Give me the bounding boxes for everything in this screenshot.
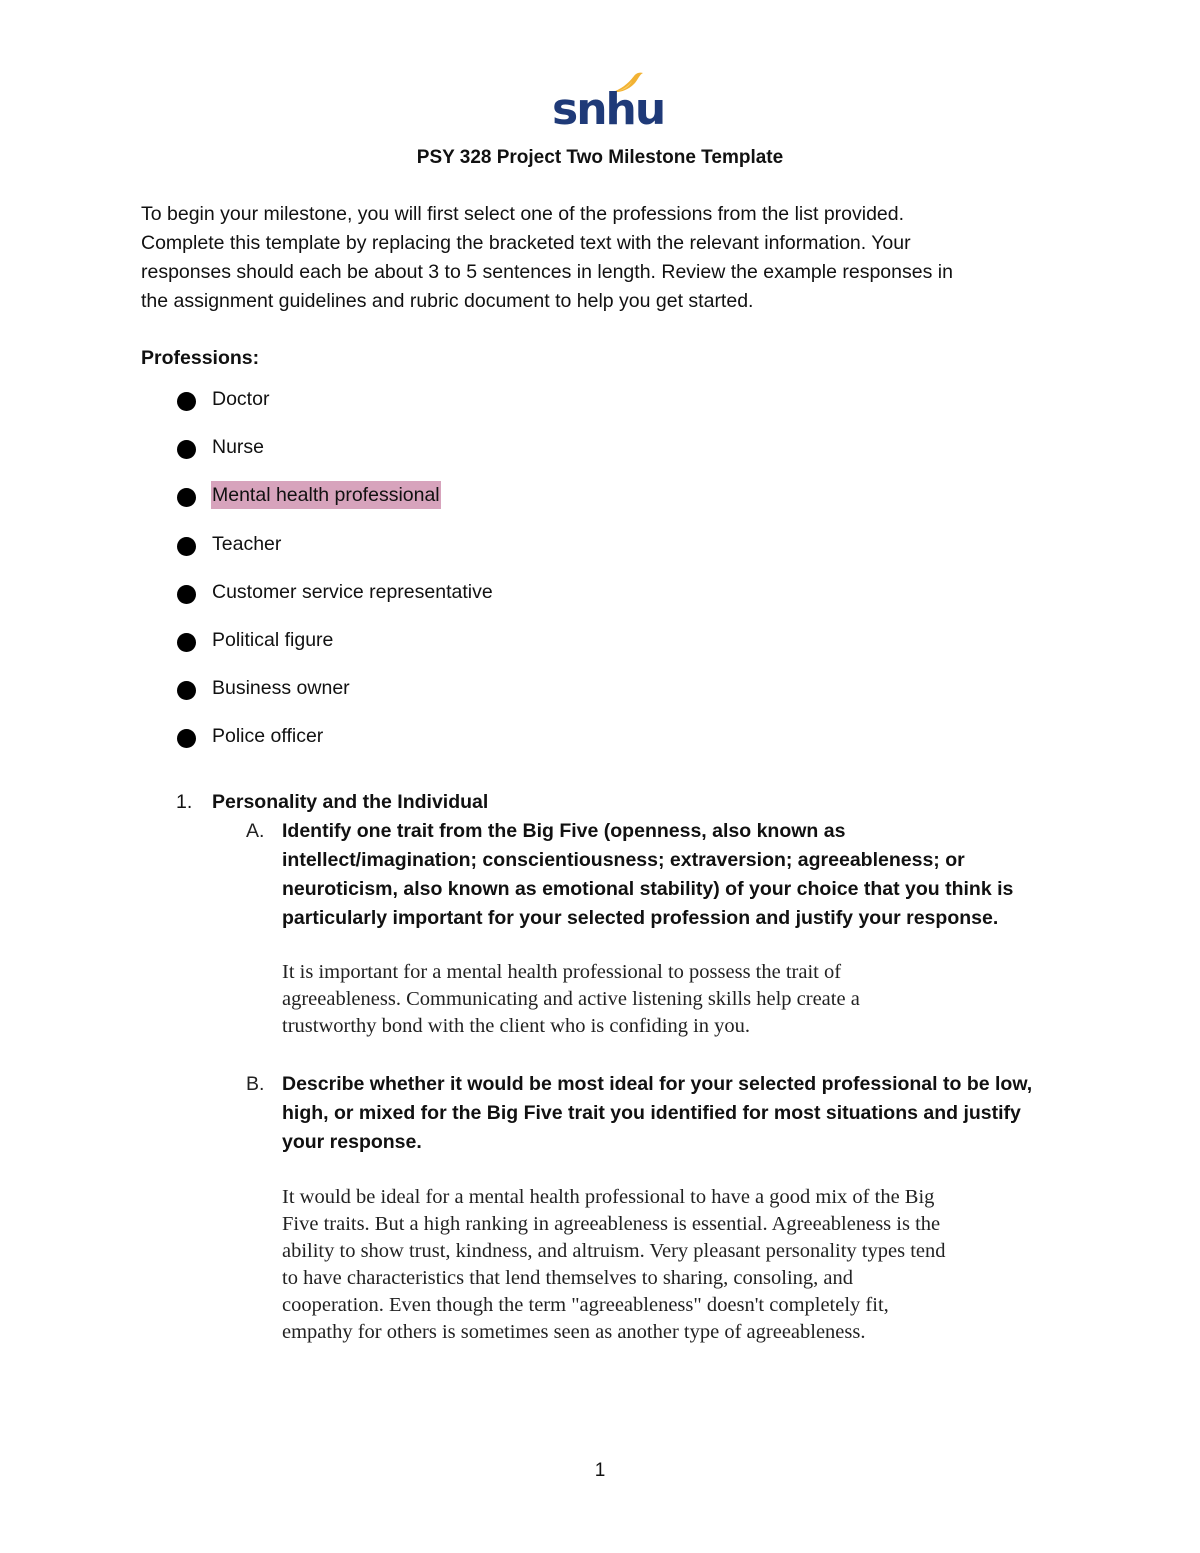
question-line: intellect/imagination; conscientiousness; extraversion; agreeableness; or xyxy=(282,849,965,871)
bullet-icon xyxy=(177,681,196,700)
question-line: Describe whether it would be most ideal for your selected professional to be low, xyxy=(282,1073,1033,1095)
answer-line: agreeableness. Communicating and active listening skills help create a xyxy=(282,988,860,1010)
question-line: your response. xyxy=(282,1131,422,1153)
profession-label: Doctor xyxy=(212,388,270,410)
profession-label: Nurse xyxy=(212,436,265,459)
professions-heading: Professions: xyxy=(141,347,260,369)
logo-text: snhu xyxy=(552,84,665,135)
bullet-icon xyxy=(177,440,196,459)
question-line: Identify one trait from the Big Five (openness, also known as xyxy=(282,820,846,842)
profession-label: Political figure xyxy=(212,628,334,651)
page-number: 1 xyxy=(594,1460,606,1481)
answer-b-text xyxy=(282,1184,1072,1346)
bullet-icon xyxy=(177,537,196,556)
section-heading: Personality and the Individual xyxy=(212,791,489,813)
snhu-logo xyxy=(552,72,665,136)
bullet-icon xyxy=(177,392,196,411)
answer-line: trustworthy bond with the client who is confiding in you. xyxy=(282,1015,751,1037)
bullet-icon xyxy=(177,585,196,604)
intro-line: To begin your milestone, you will first select one of the professions from the list provided. xyxy=(141,203,905,225)
profession-label: Police officer xyxy=(212,725,324,748)
intro-paragraph xyxy=(141,200,1041,316)
bullet-icon xyxy=(177,488,196,507)
question-letter: B. xyxy=(246,1073,265,1095)
profession-label: Customer service representative xyxy=(212,580,493,603)
bullet-icon xyxy=(177,633,196,652)
document-title: PSY 328 Project Two Milestone Template xyxy=(416,147,784,168)
profession-label: Business owner xyxy=(212,677,350,700)
intro-line: the assignment guidelines and rubric document to help you get started. xyxy=(141,290,754,312)
answer-line: It would be ideal for a mental health professional to have a good mix of the Big xyxy=(282,1186,935,1208)
answer-line: It is important for a mental health professional to possess the trait of xyxy=(282,961,842,983)
question-line: particularly important for your selected profession and justify your response. xyxy=(282,907,999,929)
profession-label: Mental health professional xyxy=(211,481,441,509)
intro-line: responses should each be about 3 to 5 sentences in length. Review the example responses in xyxy=(141,261,953,283)
question-line: high, or mixed for the Big Five trait you identified for most situations and justify xyxy=(282,1102,1021,1124)
question-line: neuroticism, also known as emotional stability) of your choice that you think is xyxy=(282,878,1014,900)
bullet-icon xyxy=(177,729,196,748)
question-b-text xyxy=(282,1070,1072,1157)
section-number: 1. xyxy=(176,791,193,813)
answer-line: Five traits. But a high ranking in agreeableness is essential. Agreeableness is the xyxy=(282,1213,941,1235)
answer-a-text xyxy=(282,959,1072,1040)
question-a-text xyxy=(282,817,1072,933)
answer-line: cooperation. Even though the term "agreeableness" doesn't completely fit, xyxy=(282,1294,889,1316)
answer-line: ability to show trust, kindness, and altruism. Very pleasant personality types tend xyxy=(282,1240,946,1262)
intro-line: Complete this template by replacing the bracketed text with the relevant information. Your xyxy=(141,232,911,254)
answer-line: empathy for others is sometimes seen as another type of agreeableness. xyxy=(282,1321,866,1343)
answer-line: to have characteristics that lend themselves to sharing, consoling, and xyxy=(282,1267,853,1289)
question-letter: A. xyxy=(246,820,265,842)
profession-label: Teacher xyxy=(212,532,282,555)
